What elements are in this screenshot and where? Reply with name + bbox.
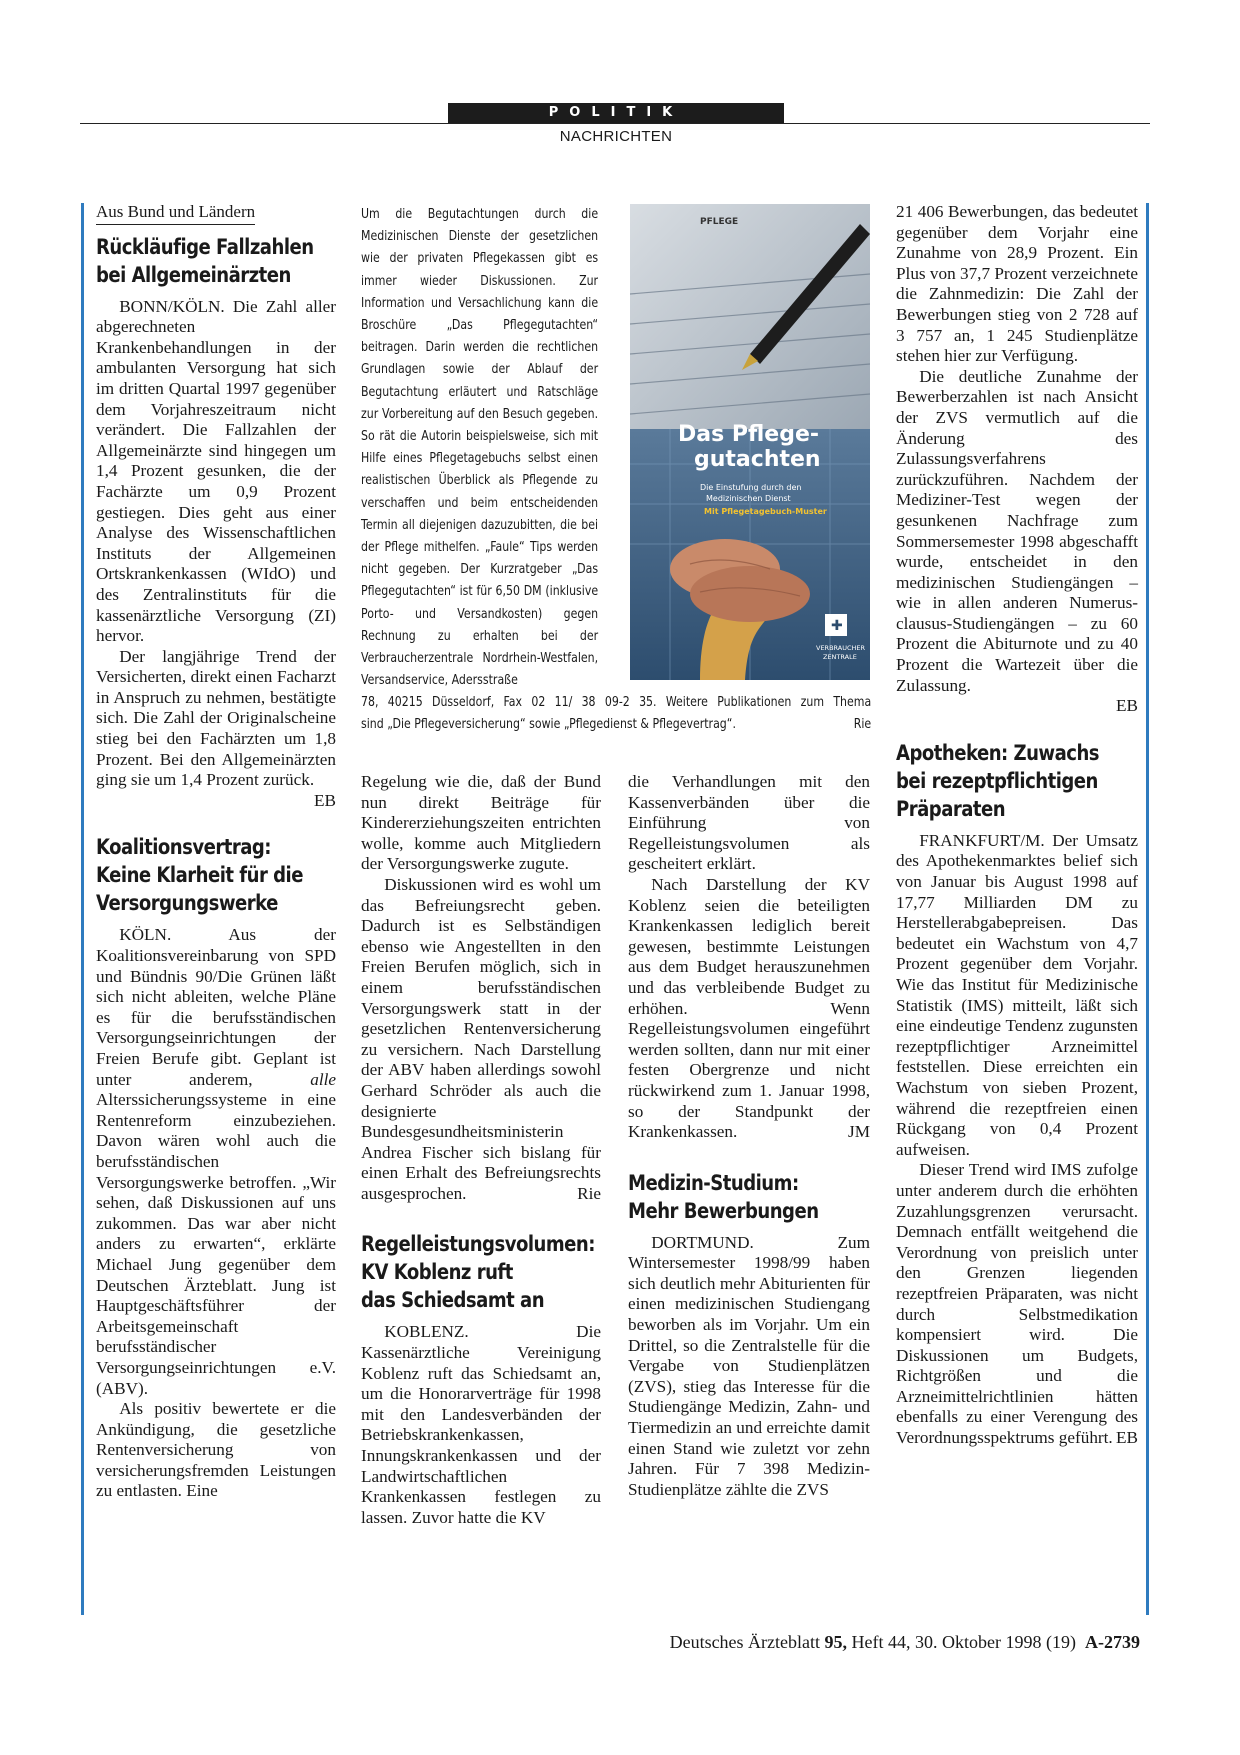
book-cover-image bbox=[630, 204, 870, 680]
headline-line: Medizin-Studium: bbox=[628, 1170, 799, 1195]
column-1 bbox=[96, 202, 336, 1502]
header-rule bbox=[80, 123, 1150, 124]
kicker: Aus Bund und Ländern bbox=[96, 202, 255, 225]
caption-text: Um die Begutachtungen durch die Medizinischen Dienste der gesetzlichen wie der privaten Pflegekassen gibt es immer wieder Diskussionen. Zur Information und Versachlichung kann die Broschüre „Das Pflegegutachten“ beitragen. Darin werden die rechtlichen Grundlagen sowie der Ablauf der Begutachtung erläutert und Ratschläge zur Vorbereitung auf den Besuch gegeben. So rät die Autorin beispielsweise, sich mit Hilfe eines Pflegetagebuchs selbst einen realistischen Überblick als Pflegende zu verschaffen und beim entscheidenden Termin all diejenigen dazuzubitten, die bei der Pflege mithelfen. „Faule“ Tips werden nicht gegeben. Der Kurzratgeber „Das Pflegegutachten“ ist für 6,50 DM (inklusive Porto- und Versandkosten) gegen Rechnung zu erhalten bei der Verbraucherzentrale Nordrhein-Westfalen, Versandservice, Adersstraße bbox=[361, 207, 599, 689]
column-2 bbox=[361, 772, 601, 1528]
author-signature: JM bbox=[848, 1122, 870, 1142]
paragraph: BONN/KÖLN. Die Zahl aller abgerechneten Krankenbehandlungen in der ambulanten Versorgung hat sich im dritten Quartal 1997 gegenüber dem Vorjahreszeitraum nicht verändert. Die Fallzahlen der Allgemeinärzte sind hingegen um 1,4 Prozent gesunken, die der Fachärzte um 0,9 Prozent gestiegen. Dies geht aus einer Analyse des Wissenschaftlichen Instituts der Allgemeinen Ortskrankenkassen (WIdO) und des Zentralinstituts für die kassenärztliche Versorgung (ZI) hervor. bbox=[96, 296, 336, 646]
book-cover-svg bbox=[630, 204, 870, 680]
headline-medizin-studium bbox=[628, 1169, 869, 1225]
paragraph: Nach Darstellung der KV Koblenz seien die beteiligten Krankenkassen lediglich bereit gewesen, bestimmte Leistungen aus dem Budget herauszunehmen und das verbleibende Budget zu erhöhen. Wenn Regelleistungsvolumen eingeführt werden sollten, dann nur mit einer festen Obergrenze und nicht rückwirkend zum 1. Januar 1998, so der Standpunkt der Krankenkassen. bbox=[628, 874, 870, 1142]
page-number: A-2739 bbox=[1085, 1632, 1140, 1652]
author-signature: EB bbox=[314, 790, 336, 810]
caption-line: sind „Die Pflegeversicherung“ sowie „Pflegedienst & Pflegevertrag“. bbox=[361, 717, 736, 732]
headline-line: bei rezeptpflichtigen bbox=[896, 768, 1098, 793]
book-label: PFLEGE bbox=[700, 217, 739, 227]
caption-line-end bbox=[361, 714, 871, 736]
book-subtitle-2: Medizinischen Dienst bbox=[706, 494, 791, 503]
publisher-name-1: VERBRAUCHER bbox=[816, 644, 866, 652]
headline-regelleistungsvolumen bbox=[361, 1230, 600, 1314]
paragraph: Regelung wie die, daß der Bund nun direkt Beiträge für Kindererziehungszeiten entrichten wolle, komme auch Mitgliedern der Versorgungswerke zugute. bbox=[361, 772, 601, 874]
paragraph: KOBLENZ. Die Kassenärztliche Vereinigung Koblenz ruft das Schiedsamt an, um die Honorarverträge für 1998 mit den Landesverbänden der Betriebskrankenkassen, Innungskrankenkassen und der Landwirtschaftlichen Krankenkassen festlegen zu lassen. Zuvor hatte die KV bbox=[361, 1322, 601, 1527]
paragraph: DORTMUND. Zum Wintersemester 1998/99 haben sich deutlich mehr Abiturienten für einen medizinischen Studiengang beworben als im Vorjahr. Um ein Drittel, so die Zentralstelle für die Vergabe von Studienplätzen (ZVS), stieg das Interesse für die Studiengänge Medizin, Zahn- und Tiermedizin an und erreichte damit einen Stand wie zuletzt vor zehn Jahren. Für 7 398 Medizin-Studienplätze zählte die ZVS bbox=[628, 1232, 870, 1499]
paragraph: FRANKFURT/M. Der Umsatz des Apothekenmarktes belief sich von Januar bis August 1998 auf 17,77 Milliarden DM zu Herstellerabgabepreisen. Das bedeutet ein Wachstum von 4,7 Prozent gegenüber dem Vorjahr. Wie das Institut für Medizinische Statistik (IMS) mitteilt, läßt sich eine eindeutige Tendenz zugunsten rezeptpflichtiger Arzneimittel feststellen. Diese erreichten ein Wachstum von sieben Prozent, während die rezeptfreien einen Rückgang von 0,4 Prozent aufweisen. bbox=[896, 830, 1138, 1159]
svg-text:✚: ✚ bbox=[831, 618, 843, 634]
headline-line: bei Allgemeinärzten bbox=[96, 262, 291, 287]
book-title-2: gutachten bbox=[694, 447, 821, 472]
book-caption-end bbox=[361, 714, 871, 736]
headline-koalitionsvertrag bbox=[96, 833, 335, 917]
headline-line: Mehr Bewerbungen bbox=[628, 1198, 819, 1223]
book-caption bbox=[361, 204, 598, 692]
headline-line: Regelleistungsvolumen: bbox=[361, 1232, 595, 1257]
page-footer bbox=[670, 1632, 1140, 1653]
column-4 bbox=[896, 202, 1138, 1449]
subsection-label: NACHRICHTEN bbox=[559, 128, 673, 145]
headline-line: Rückläufige Fallzahlen bbox=[96, 234, 314, 259]
text-span: KÖLN. Aus der Koalitionsvereinbarung von SPD und Bündnis 90/Die Grünen läßt sich nicht ableiten, welche Pläne es für die berufsständischen Versorgungseinrichtungen der Freien Berufe gibt. Geplant ist unter anderem, bbox=[96, 925, 336, 1089]
headline-line: das Schiedsamt an bbox=[361, 1288, 545, 1313]
paragraph: 21 406 Bewerbungen, das bedeutet gegenüber dem Vorjahr eine Zunahme von 28,9 Prozent. Ein Plus von 37,7 Prozent verzeichnete die Zahnmedizin: Die Zahl der Bewerbungen stieg von 2 728 auf 3 757 an, 1 245 Studienplätze stehen hier zur Verfügung. bbox=[896, 202, 1138, 366]
book-title-1: Das Pflege- bbox=[678, 422, 820, 447]
headline-line: Versorgungswerke bbox=[96, 891, 278, 916]
headline-fallzahlen bbox=[96, 233, 335, 289]
headline-line: Apotheken: Zuwachs bbox=[896, 740, 1100, 765]
paragraph: Diskussionen wird es wohl um das Befreiungsrecht geben. Dadurch ist es Selbständigen ebenso wie Angestellten in den Freien Berufen möglich, sich in einem berufsständischen Versorgungswerk statt in der gesetzlichen Rentenversicherung zu versichern. Nach Darstellung der ABV haben allerdings sowohl Gerhard Schröder als auch die designierte Bundesgesundheitsministerin Andrea Fischer sich bislang für einen Erhalt des Befreiungsrechts ausgesprochen. bbox=[361, 874, 601, 1203]
headline-line: KV Koblenz ruft bbox=[361, 1260, 513, 1285]
book-caption-continued bbox=[361, 692, 871, 714]
journal-issue: Heft 44, 30. Oktober 1998 (19) bbox=[851, 1632, 1076, 1652]
column-3 bbox=[628, 772, 870, 1500]
author-signature: Rie bbox=[577, 1183, 601, 1203]
book-subtitle-3: Mit Pflegetagebuch-Muster bbox=[704, 507, 827, 516]
text-span: Alterssicherungssysteme in eine Rentenreform einzubeziehen. Davon wären wohl auch die berufsständischen Versorgungswerke betroffen. „Wir sehen, daß Diskussionen auf uns zukommen. Das war aber nicht anders zu erwarten“, erklärte Michael Jung gegenüber dem Deutschen Ärzteblatt. Jung ist Hauptgeschäftsführer der Arbeitsgemeinschaft berufsständischer Versorgungseinrichtungen e.V. (ABV). bbox=[96, 1090, 336, 1398]
paragraph: Die deutliche Zunahme der Bewerberzahlen ist nach Ansicht der ZVS vermutlich auf die Änderung des Zulassungsverfahrens zurückzuführen. Nachdem der Mediziner-Test wegen der gesunkenen Nachfrage zum Sommersemester 1998 abgeschafft wurde, entscheidet in den medizinischen Studiengängen – wie in allen anderen Numerus-clausus-Studiengängen – zu 60 Prozent die Abiturnote und zu 40 Prozent die Wartezeit über die Zulassung. bbox=[896, 366, 1138, 695]
headline-apotheken bbox=[896, 739, 1137, 823]
paragraph bbox=[96, 925, 336, 1399]
headline-line: Koalitionsvertrag: bbox=[96, 835, 272, 860]
caption-line: 78, 40215 Düsseldorf, Fax 02 11/ 38 09-2 35. Weitere Publikationen zum Thema bbox=[361, 695, 872, 710]
paragraph: die Verhandlungen mit den Kassenverbänden über die Einführung von Regelleistungsvolumen als gescheitert erklärt. bbox=[628, 772, 870, 874]
paragraph: Der langjährige Trend der Versicherten, direkt einen Facharzt in Anspruch zu nehmen, bestätigte sich. Die Zahl der Originalscheine stieg bei den Fachärzten um 1,8 Prozent. Bei den Allgemeinärzten ging sie um 1,4 Prozent zurück. bbox=[96, 646, 336, 790]
author-signature: EB bbox=[1116, 696, 1138, 716]
emphasis: alle bbox=[310, 1069, 336, 1089]
right-margin-bar bbox=[1146, 203, 1149, 1615]
caption-signature: Rie bbox=[853, 717, 872, 732]
journal-volume: 95, bbox=[824, 1632, 848, 1652]
author-signature: EB bbox=[1116, 1428, 1138, 1448]
left-margin-bar bbox=[81, 203, 84, 1615]
paragraph: Dieser Trend wird IMS zufolge unter anderem durch die erhöhten Zuzahlungsgrenzen verursacht. Demnach entfällt weitgehend die Verordnung von preislich unter den Grenzen liegenden rezeptfreien Präparaten, was nicht durch Selbstmedikation kompensiert wird. Die Diskussionen um Budgets, Richtgrößen und die Arzneimittelrichtlinien hätten ebenfalls zu einer Verengung des Verordnungsspektrums geführt. bbox=[896, 1160, 1138, 1448]
publisher-name-2: ZENTRALE bbox=[823, 653, 857, 661]
headline-line: Präparaten bbox=[896, 796, 1006, 821]
journal-name: Deutsches Ärzteblatt bbox=[669, 1632, 821, 1652]
section-label: POLITIK bbox=[448, 103, 784, 123]
headline-line: Keine Klarheit für die bbox=[96, 863, 303, 888]
book-subtitle-1: Die Einstufung durch den bbox=[700, 483, 802, 492]
paragraph: Als positiv bewertete er die Ankündigung, die gesetzliche Rentenversicherung von versicherungsfremden Leistungen zu entlasten. Eine bbox=[96, 1399, 336, 1501]
